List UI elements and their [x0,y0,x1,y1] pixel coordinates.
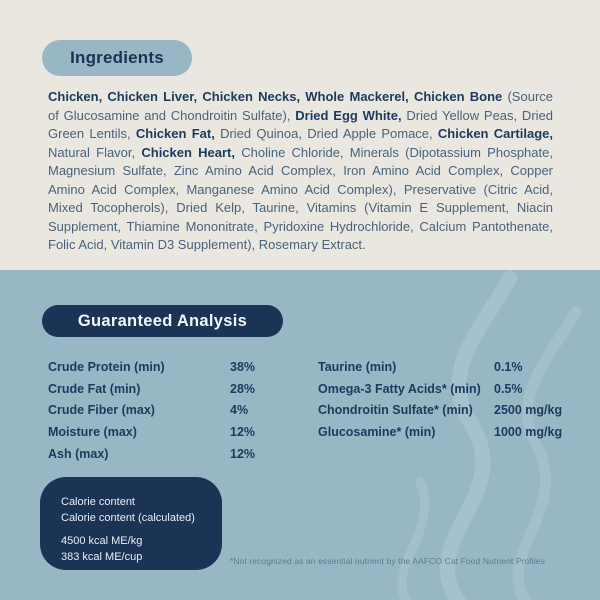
analysis-row [318,378,568,400]
ingredients-title: Ingredients [70,48,164,67]
calorie-heading-line: Calorie content (calculated) [61,512,195,524]
analysis-label: Ash (max) [48,446,109,461]
analysis-value: 0.1% [494,359,523,374]
ingredient-segment: Choline Chloride, Minerals (Dipotassium Phosphate, Magnesium Sulfate, Zinc Amino Acid Complex, Iron Amino Acid Complex, Copper Amino Acid Complex, Manganese Amino Acid Complex), Preservative (Citric Acid, Mixed Tocopherols), Dried Kelp, Taurine, Vitamins (Vitamin E Supplement, Niacin Supplement, Thiamine Mononitrate, Pyridoxine Hydrochloride, Calcium Pantothenate, Folic Acid, Vitamin D3 Supplement), Rosemary Extract. [48,144,553,252]
ingredients-section [0,0,600,270]
analysis-row [48,399,310,421]
calorie-headings [61,494,214,526]
analysis-label: Crude Fiber (max) [48,403,155,418]
ingredients-paragraph [48,88,553,255]
analysis-row [48,378,310,400]
analysis-value: 12% [230,446,256,461]
analysis-value: 2500 mg/kg [494,403,563,418]
analysis-value: 0.5% [494,381,523,396]
ingredient-segment: Dried Egg White, [295,107,402,123]
analysis-value: 28% [230,381,256,396]
analysis-row [48,356,310,378]
ingredient-segment: (Source of Glucosamine and Chondroitin Sulfate), [48,89,553,123]
ingredient-segment: Natural Flavor, [48,144,142,160]
analysis-value: 4% [230,403,249,418]
calorie-values [61,533,214,565]
analysis-right-column [318,356,568,443]
analysis-row [318,356,568,378]
ingredient-segment: Chicken Cartilage, [437,126,554,141]
ingredient-segment: Dried Yellow Peas, Dried Green Lentils, [48,107,554,141]
analysis-label: Omega-3 Fatty Acids* (min) [318,381,481,396]
analysis-row [318,421,568,443]
analysis-title: Guaranteed Analysis [77,311,248,330]
ingredient-segment: Dried Quinoa, Dried Apple Pomace, [214,126,438,141]
analysis-value: 1000 mg/kg [494,424,563,439]
analysis-left-column [48,356,310,464]
ingredients-title-pill [42,40,192,76]
analysis-label: Glucosamine* (min) [318,424,436,439]
calorie-value-line: 383 kcal ME/cup [61,551,143,563]
guaranteed-analysis-section [0,270,600,600]
ingredient-segment: Chicken Fat, [135,126,215,141]
analysis-value: 12% [230,424,256,439]
analysis-label: Crude Protein (min) [48,359,165,374]
ingredient-segment: Chicken Heart, [141,144,235,160]
analysis-title-pill [42,305,283,337]
ingredient-segment: Chicken, Chicken Liver, Chicken Necks, Whole Mackerel, Chicken Bone [48,89,503,104]
analysis-label: Moisture (max) [48,424,137,439]
analysis-label: Taurine (min) [318,359,397,374]
analysis-row [318,399,568,421]
calorie-value-line: 4500 kcal ME/kg [61,535,143,547]
analysis-row [48,421,310,443]
calorie-content-box [40,477,222,570]
calorie-heading-line: Calorie content [61,496,135,508]
analysis-value: 38% [230,359,256,374]
analysis-label: Crude Fat (min) [48,381,141,396]
analysis-label: Chondroitin Sulfate* (min) [318,403,473,418]
aafco-footnote: *Not recognized as an essential nutrient by the AAFCO Cat Food Nutrient Profiles [229,556,545,566]
analysis-row [48,443,310,465]
